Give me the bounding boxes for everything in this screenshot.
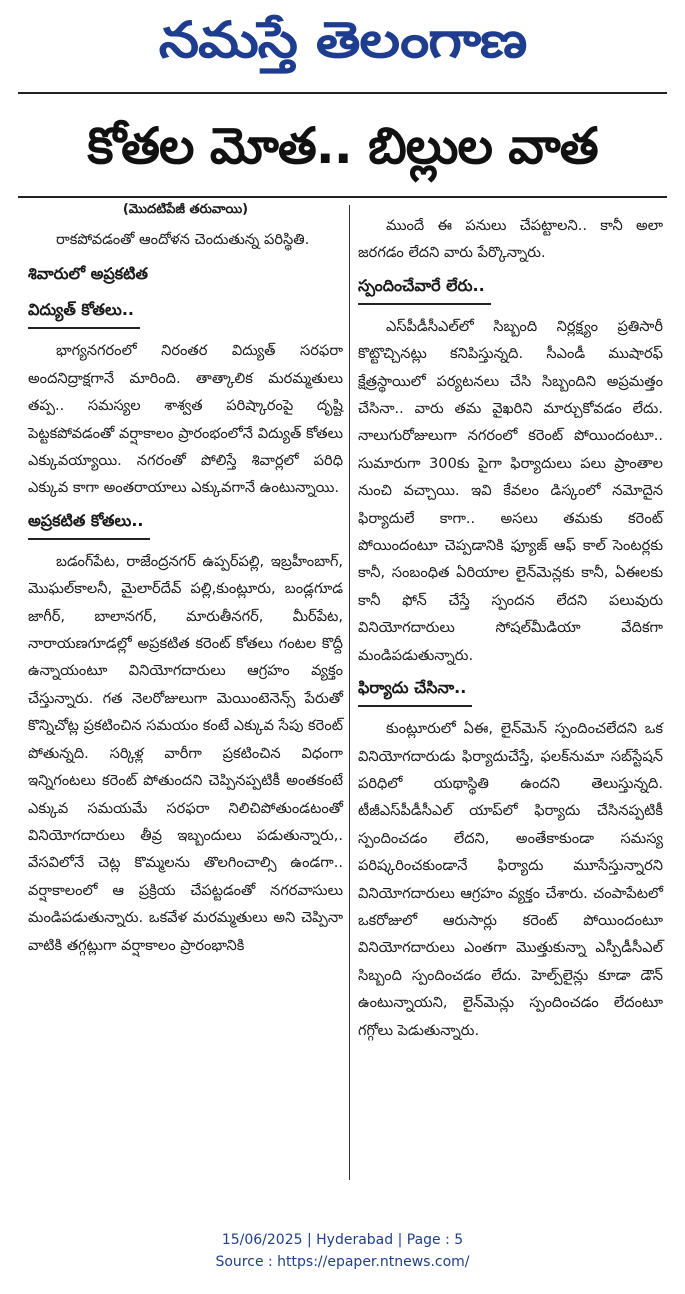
right-intro-paragraph: ముందే ఈ పనులు చేపట్టాలని.. కానీ అలా జరగడం లేదని వారు పేర్కొన్నారు. [358, 217, 663, 262]
masthead-rule [18, 92, 667, 94]
continued-note: (మొదటిపేజీ తరువాయి) [122, 202, 249, 217]
subheading-unannounced-cuts: అప్రకటిత కోతలు.. [28, 504, 150, 540]
right-column [358, 212, 663, 1044]
paragraph-areas: బడంగ్‌పేట, రాజేంద్రనగర్ ఉప్పర్‌పల్లి, ఇబ్రహీంబాగ్, మొఘల్‌కాలనీ, మైలార్‌దేవ్ పల్లి,కుంట్లూరు, బండ్లగూడ జాగీర్, బాలానగర్, మారుతీనగర్, మీర్‌పేట, నారాయణగూడల్లో అప్రకటిత కరెంట్ కోతలు గంటల కొద్దీ ఉన్నాయంటూ వినియోగదారులు ఆగ్రహం వ్యక్తం చేస్తున్నారు. గత నెలరోజులుగా మెయింటెనెన్స్ పేరుతో కొన్నిచోట్ల ప్రకటించిన సమయం కంటే ఎక్కువ సేపు కరెంట్ పోతున్నది. సర్కిళ్ల వారీగా ప్రకటించిన విధంగా ఇన్నిగంటలు కరెంట్ పోతుందని చెప్పినప్పటికీ అంతకంటే ఎక్కువ సమయమే సరఫరా నిలిచిపోతుండటంతో వినియోగదారులు తీవ్ర ఇబ్బందులు పడుతున్నారు,. వేసవిలోనే చెట్ల కొమ్మలను తొలగించాల్సి ఉండగా.. వర్షాకాలంలో ఆ ప్రక్రియ చేపట్టడంతో నగరవాసులు మండిపడుతున్నారు. ఒకవేళ మరమ్మతులు అని చెప్పినా వాటికి తగ్గట్లుగా వర్షాకాలం ప్రారంభానికి [28, 552, 343, 954]
paragraph-negligence: ఎస్‌పీడీసీఎల్‌లో సిబ్బంది నిర్లక్ష్యం ప్రతిసారీ కొట్టొచ్చినట్లు కనిపిస్తున్నది. సీఎండీ ముషారఫ్ క్షేత్రస్థాయిలో పర్యటనలు చేసి సిబ్బందిని అప్రమత్తం చేసినా.. వారు తమ వైఖరిని మార్చుకోవడం లేదు. నాలుగురోజులుగా నగరంలో కరెంట్ పోయిందంటూ.. సుమారుగా 300కు పైగా ఫిర్యాదులు పలు ప్రాంతాల నుంచి వచ్చాయి. ఇవి కేవలం డిస్కంలో నమోదైన ఫిర్యాదులే కాగా.. అసలు తమకు కరెంట్ పోయిందంటూ చెప్పడానికి ఫ్యూజ్ ఆఫ్ కాల్ సెంటర్లకు కానీ, సంబంధిత ఏరియాల లైన్‌మెన్లకు కానీ, ఏఈలకు కానీ ఫోన్ చేస్తే స్పందన లేదని పలువురు వినియోగదారులు సోషల్‌మీడియా వేదికగా మండిపడుతున్నారు. [358, 317, 663, 664]
subheading-complaints: ఫిర్యాదు చేసినా.. [358, 671, 472, 707]
paragraph-kuntluru: కుంట్లూరులో ఏఈ, లైన్‌మెన్ స్పందించలేదని ఒక వినియోగదారుడు ఫిర్యాదుచేస్తే, ఫలక్‌నుమా సబ్‌స్టేషన్ పరిధిలో యథాస్థితి ఉందని తెలుస్తున్నది. టీజీఎస్‌పీడీసీఎల్ యాప్‌లో ఫిర్యాదు చేసినప్పటికీ స్పందించడం లేదని, అంతేకాకుండా సమస్య పరిష్కరించకుండానే ఫిర్యాదు మూసేస్తున్నారని వినియోగదారులు ఆగ్రహం వ్యక్తం చేశారు. చంపాపేటలో ఒకరోజులో ఆరుసార్లు కరెంట్ పోయిందంటూ వినియోగదారులు ఎంతగా మొత్తుకున్నా ఎస్పీడీసీఎల్ సిబ్బంది స్పందించడం లేదు. హెల్ప్‌లైన్లు కూడా డౌన్ ఉంటున్నాయని, లైన్‌మెన్లు స్పందించడం లేదంటూ గగ్గోలు పెడుతున్నారు. [358, 720, 663, 1039]
column-separator [349, 205, 350, 1180]
article-headline: కోతల మోత.. బిల్లుల వాత [87, 117, 598, 175]
paragraph-bhagyanagaram: భాగ్యనగరంలో నిరంతర విద్యుత్ సరఫరా అందనిద్రాక్షగానే మారింది. తాత్కాలిక మరమ్మతులు తప్ప.. సమస్యల శాశ్వత పరిష్కారంపై దృష్టి పెట్టకపోవడంతో వర్షాకాలం ప్రారంభంలోనే విద్యుత్ కోతలు ఎక్కువయ్యాయి. నగరంతో పోలిస్తే శివార్లలో పరిధి ఎక్కువ కాగా అంతరాయాలు ఎక్కువగానే ఉంటున్నాయి. [28, 342, 343, 497]
left-column [28, 194, 343, 959]
subheading-outskirts: శివారులో అప్రకటిత [28, 264, 148, 284]
newspaper-masthead: నమస్తే తెలంగాణ [158, 10, 527, 69]
subheading-power-cuts: విద్యుత్ కోతలు.. [28, 293, 140, 329]
footer-source: Source : https://epaper.ntnews.com/ [215, 1254, 470, 1270]
intro-paragraph: రాకపోవడంతో ఆందోళన చెందుతున్న పరిస్థితి. [56, 231, 310, 248]
subheading-no-response: స్పందించేవారే లేరు.. [358, 269, 491, 305]
footer-date-page: 15/06/2025 | Hyderabad | Page : 5 [221, 1232, 464, 1248]
